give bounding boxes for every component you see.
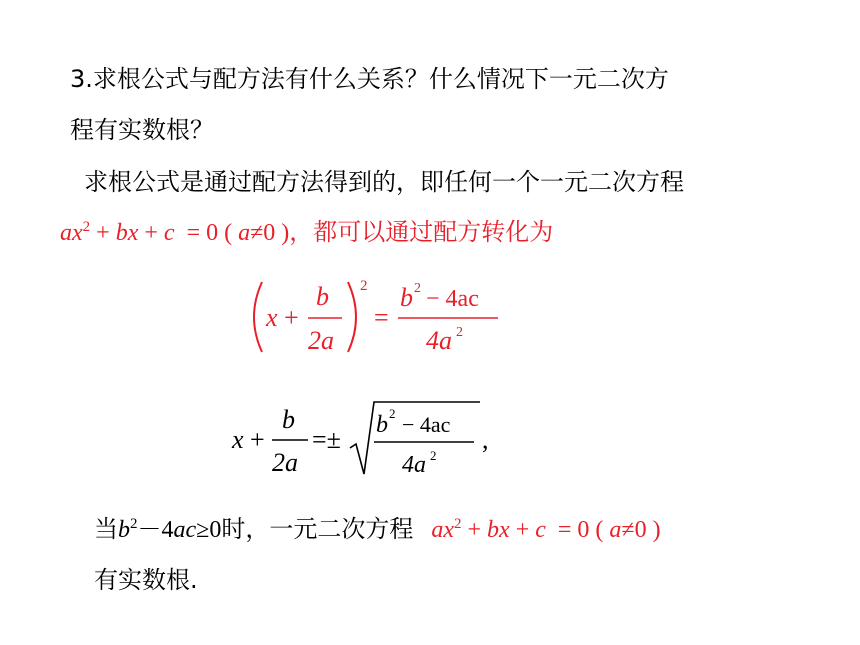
discriminant-condition	[118, 517, 221, 543]
f2-num-b: b	[282, 405, 295, 434]
f1-rhs-b-exp: 2	[414, 281, 421, 296]
term-c: c	[163, 220, 175, 246]
cond-a: a	[238, 220, 251, 246]
f1-rhs-den-exp: 2	[456, 325, 463, 340]
conclusion-suffix: 时，一元二次方程	[221, 515, 414, 543]
conclusion-line-2	[94, 564, 198, 596]
not-zero: ≠0 )	[621, 517, 661, 543]
right-paren	[348, 282, 356, 352]
not-zero: ≠0 )	[250, 220, 290, 246]
equation-tail-text: ，都可以通过配方转化为	[289, 218, 554, 246]
question-text-2: 程有实数根？	[70, 116, 214, 144]
f1-rhs-den: 4a	[426, 326, 452, 355]
question-line-1	[70, 63, 669, 95]
f1-num-b: b	[316, 282, 329, 311]
term-c: c	[535, 517, 546, 543]
f1-equals: =	[374, 303, 389, 332]
equals-zero: = 0 (	[174, 220, 239, 246]
term-bx: bx	[115, 220, 139, 246]
disc-minus-4: －4	[137, 517, 174, 543]
f2-rad-b: b	[376, 412, 388, 438]
general-equation-line	[60, 216, 553, 249]
f2-rad-den-exp: 2	[430, 448, 437, 463]
f1-plus: +	[284, 303, 299, 332]
f1-den: 2a	[308, 326, 334, 355]
f2-den: 2a	[272, 448, 298, 477]
f2-x: x	[232, 425, 244, 454]
root-formula	[226, 396, 516, 486]
f2-rad-b-exp: 2	[389, 406, 396, 421]
plus-sign: +	[138, 220, 164, 246]
f1-rhs-b: b	[400, 283, 413, 312]
conclusion-prefix: 当	[94, 515, 118, 543]
term-ax: ax	[60, 220, 83, 246]
conclusion-equation	[431, 517, 660, 543]
f1-exp: 2	[360, 278, 368, 294]
f1-x: x	[266, 303, 278, 332]
f2-rad-den: 4a	[402, 452, 426, 478]
conclusion-end: 有实数根.	[94, 566, 198, 594]
f2-rad-rest: − 4ac	[402, 412, 451, 437]
f2-eq-pm: =±	[312, 425, 341, 454]
left-paren	[254, 282, 262, 352]
f1-rhs-rest: − 4ac	[426, 286, 479, 312]
f2-comma: ,	[482, 425, 489, 454]
general-equation	[60, 220, 289, 246]
f2-plus: +	[250, 425, 265, 454]
term-ax: ax	[431, 517, 454, 543]
plus-sign: +	[509, 517, 536, 543]
cond-a: a	[609, 517, 622, 543]
exp-2: 2	[82, 219, 91, 235]
equals-zero: = 0 (	[545, 517, 610, 543]
disc-b: b	[118, 517, 130, 543]
conclusion-line-1	[94, 513, 661, 546]
exp-2: 2	[453, 516, 462, 532]
term-bx: bx	[487, 517, 510, 543]
disc-ac: ac	[173, 517, 197, 543]
plus-sign: +	[461, 517, 488, 543]
plus-sign: +	[90, 220, 116, 246]
answer-intro-text: 求根公式是通过配方法得到的，即任何一个一元二次方程	[84, 168, 684, 196]
question-line-2	[70, 114, 214, 146]
answer-intro	[84, 166, 684, 198]
completed-square-formula	[240, 272, 510, 364]
disc-exp: 2	[130, 516, 138, 532]
disc-ge-zero: ≥0	[196, 517, 222, 543]
question-text-1: 3.求根公式与配方法有什么关系？什么情况下一元二次方	[70, 65, 669, 93]
